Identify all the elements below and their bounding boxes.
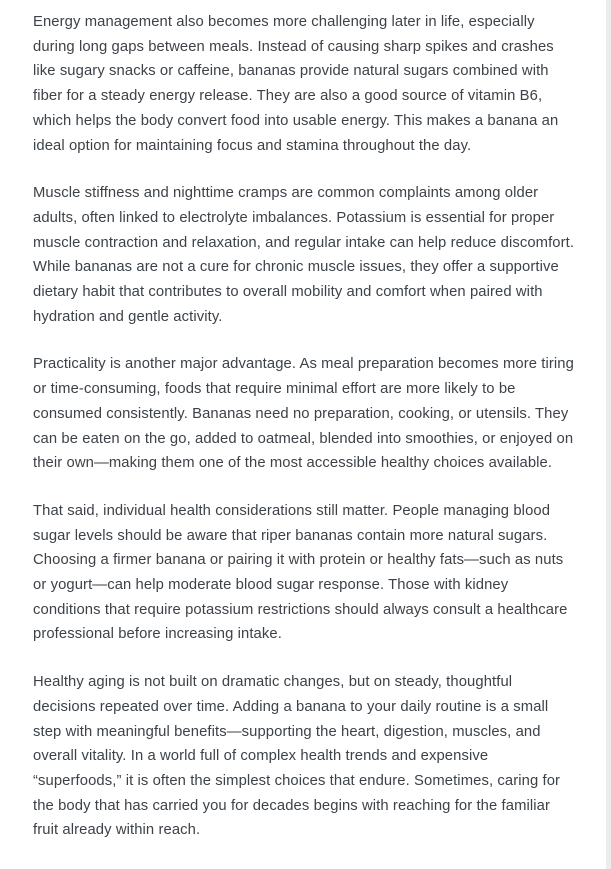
article-paragraph: Practicality is another major advantage. As meal preparation becomes more tiring or time-consuming, foods that require minimal effort are more likely to be consumed consistently. Bananas need no preparation, cooking, or utensils. They can be eaten on the go, added to oatmeal, blended into smoothies, or enjoyed on their own—making them one of the most accessible healthy choices available. [33,356,574,472]
article-body [33,0,576,866]
article-paragraph: Muscle stiffness and nighttime cramps are common complaints among older adults, often linked to electrolyte imbalances. Potassium is essential for proper muscle contraction and relaxation, and regular intake can help reduce discomfort. While bananas are not a cure for chronic muscle issues, they offer a supportive dietary habit that contributes to overall mobility and comfort when paired with hydration and gentle activity. [33,185,575,325]
scrollbar-track[interactable] [606,0,611,869]
article-paragraph: Energy management also becomes more challenging later in life, especially during long gaps between meals. Instead of causing sharp spikes and crashes like sugary snacks or caffeine, bananas provide natural sugars combined with fiber for a steady energy release. They are also a good source of vitamin B6, which helps the body convert food into usable energy. This makes a banana an ideal option for maintaining focus and stamina throughout the day. [33,14,559,154]
article-paragraph: That said, individual health considerations still matter. People managing blood sugar levels should be aware that riper bananas contain more natural sugars. Choosing a firmer banana or pairing it with protein or healthy fats—such as nuts or yogurt—can help moderate blood sugar response. Those with kidney conditions that require potassium restrictions should always consult a healthcare professional before increasing intake. [33,502,568,643]
article-paragraph: Healthy aging is not built on dramatic changes, but on steady, thoughtful decisions repeated over time. Adding a banana to your daily routine is a small step with meaningful benefits—supporting the heart, digestion, muscles, and overall vitality. In a world full of complex health trends and expensive “superfoods,” it is often the simplest choices that endure. Sometimes, caring for the body that has carried you for decades begins with reaching for the familiar fruit already within reach. [33,674,561,839]
